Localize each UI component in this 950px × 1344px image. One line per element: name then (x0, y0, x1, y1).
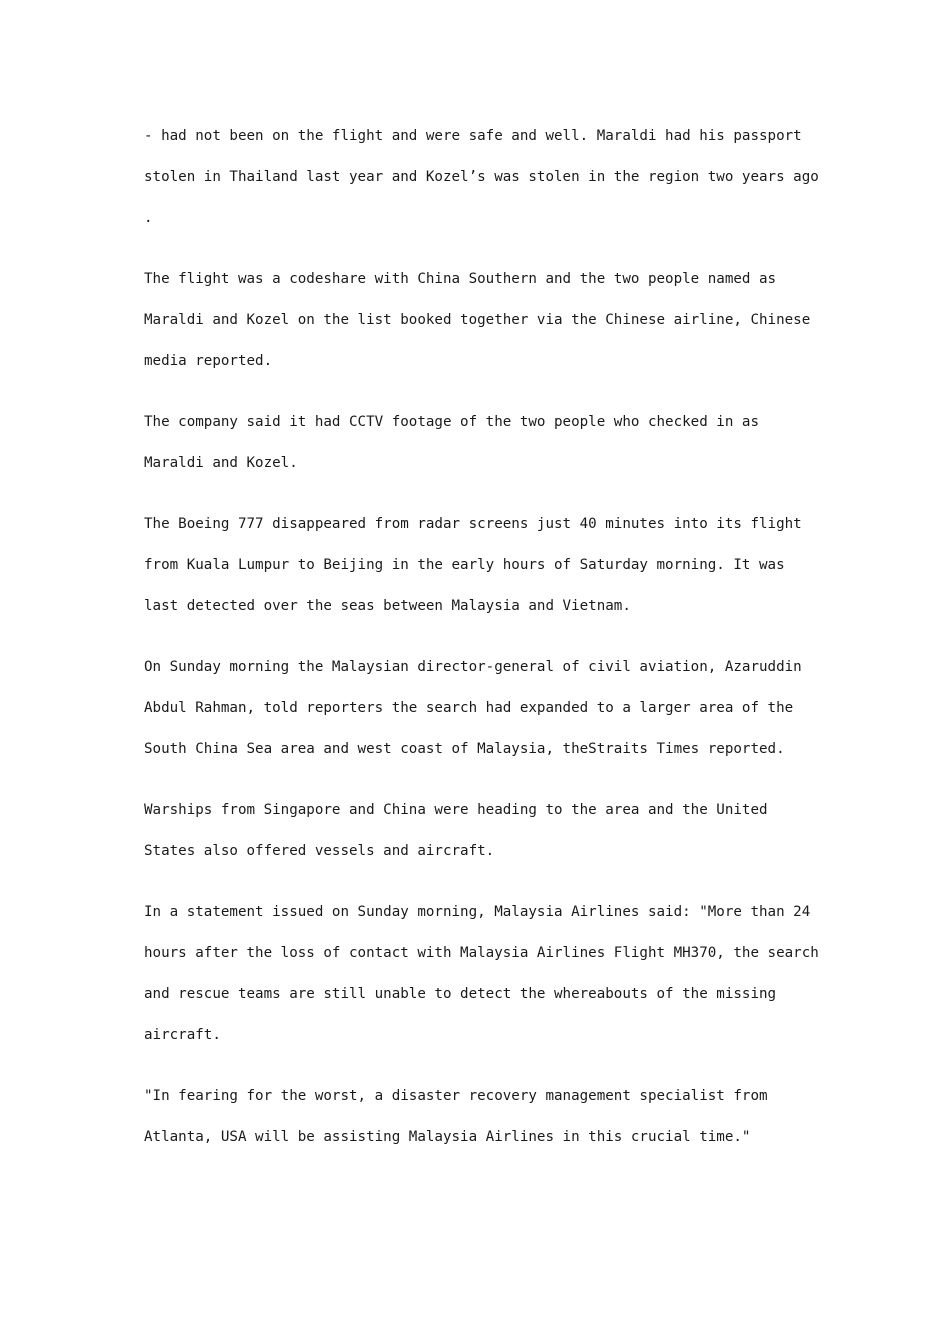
paragraph (144, 790, 824, 872)
paragraph (144, 259, 824, 382)
text-line: hours after the loss of contact with Malaysia Airlines Flight MH370, the search (144, 945, 819, 961)
text-line: The flight was a codeshare with China Southern and the two people named as (144, 271, 777, 287)
text-line: Atlanta, USA will be assisting Malaysia Airlines in this crucial time." (144, 1129, 751, 1145)
paragraph (144, 504, 824, 627)
text-line: aircraft. (144, 1027, 221, 1043)
text-line: last detected over the seas between Malaysia and Vietnam. (144, 598, 631, 614)
text-line: States also offered vessels and aircraft. (144, 843, 495, 859)
text-line: - had not been on the flight and were safe and well. Maraldi had his passport (144, 128, 802, 144)
text-line: South China Sea area and west coast of Malaysia, theStraits Times reported. (144, 741, 785, 757)
text-line: The Boeing 777 disappeared from radar screens just 40 minutes into its flight (144, 516, 802, 532)
text-line: Warships from Singapore and China were heading to the area and the United (144, 802, 768, 818)
text-line: media reported. (144, 353, 273, 369)
text-line: In a statement issued on Sunday morning, Malaysia Airlines said: "More than 24 (144, 904, 811, 920)
text-line: "In fearing for the worst, a disaster recovery management specialist from (144, 1088, 768, 1104)
text-line: and rescue teams are still unable to detect the whereabouts of the missing (144, 986, 777, 1002)
article-body (144, 116, 824, 1178)
paragraph (144, 892, 824, 1056)
text-line: from Kuala Lumpur to Beijing in the early hours of Saturday morning. It was (144, 557, 785, 573)
text-line: Maraldi and Kozel. (144, 455, 298, 471)
text-line: The company said it had CCTV footage of the two people who checked in as (144, 414, 759, 430)
paragraph (144, 647, 824, 770)
paragraph (144, 402, 824, 484)
text-line: . (144, 210, 153, 226)
text-line: Maraldi and Kozel on the list booked together via the Chinese airline, Chinese (144, 312, 811, 328)
text-line: stolen in Thailand last year and Kozel’s was stolen in the region two years ago (144, 169, 819, 185)
text-line: On Sunday morning the Malaysian director-general of civil aviation, Azaruddin (144, 659, 802, 675)
paragraph (144, 116, 824, 239)
paragraph (144, 1076, 824, 1158)
text-line: Abdul Rahman, told reporters the search had expanded to a larger area of the (144, 700, 794, 716)
